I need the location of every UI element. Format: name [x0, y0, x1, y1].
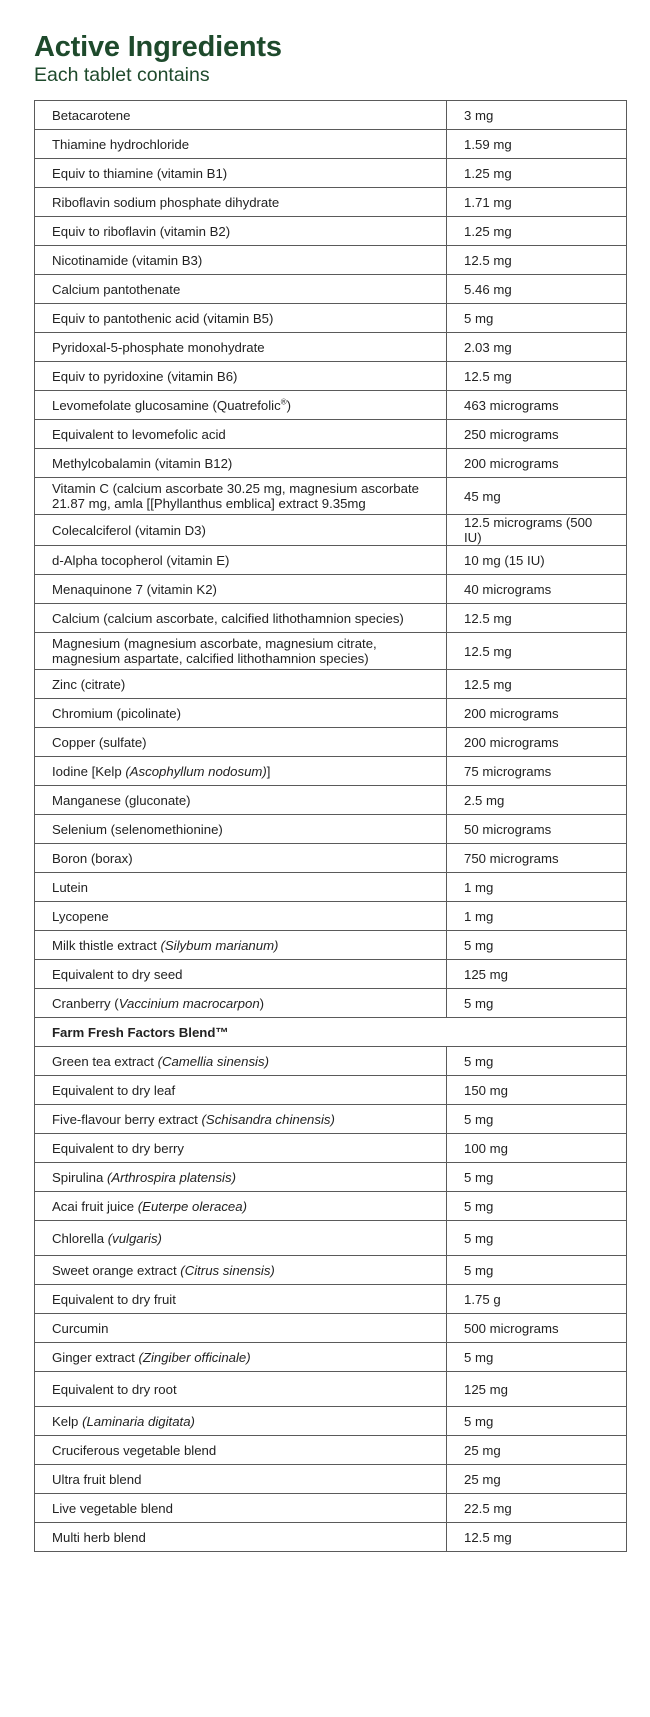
ingredient-name-text: Chlorella — [52, 1230, 108, 1246]
table-row — [35, 546, 627, 575]
ingredient-amount: 2.5 mg — [447, 786, 627, 815]
ingredient-name: d-Alpha tocopherol (vitamin E) — [35, 546, 447, 575]
table-row — [35, 1523, 627, 1552]
ingredient-name-text: Sweet orange extract — [52, 1262, 181, 1278]
table-row — [35, 1134, 627, 1163]
table-row — [35, 101, 627, 130]
table-row — [35, 844, 627, 873]
ingredient-amount: 12.5 mg — [447, 604, 627, 633]
ingredient-amount: 12.5 mg — [447, 246, 627, 275]
table-row — [35, 217, 627, 246]
table-row — [35, 902, 627, 931]
ingredient-amount: 1 mg — [447, 873, 627, 902]
table-row — [35, 391, 627, 420]
ingredient-amount: 150 mg — [447, 1076, 627, 1105]
ingredient-name — [35, 1163, 447, 1192]
table-row — [35, 515, 627, 546]
ingredient-amount: 5 mg — [447, 1163, 627, 1192]
ingredient-amount: 12.5 mg — [447, 1523, 627, 1552]
ingredient-name-text: Ginger extract — [52, 1349, 139, 1365]
ingredient-name: Vitamin C (calcium ascorbate 30.25 mg, magnesium ascorbate 21.87 mg, amla [[Phyllanthus emblica] extract 9.35mg — [35, 478, 447, 515]
ingredient-name — [35, 1343, 447, 1372]
ingredient-name — [35, 1192, 447, 1221]
ingredient-name: Menaquinone 7 (vitamin K2) — [35, 575, 447, 604]
ingredient-amount: 22.5 mg — [447, 1494, 627, 1523]
ingredient-name: Cruciferous vegetable blend — [35, 1436, 447, 1465]
species-name: (Citrus sinensis) — [180, 1262, 275, 1278]
ingredient-amount: 5 mg — [447, 931, 627, 960]
ingredient-name: Equivalent to dry root — [35, 1372, 447, 1407]
ingredient-amount: 45 mg — [447, 478, 627, 515]
ingredient-name — [35, 1047, 447, 1076]
ingredient-name-end: ) — [259, 995, 265, 1011]
species-name: (Camellia sinensis) — [157, 1053, 269, 1069]
ingredient-name: Riboflavin sodium phosphate dihydrate — [35, 188, 447, 217]
ingredient-amount: 5 mg — [447, 1105, 627, 1134]
ingredient-name: Curcumin — [35, 1314, 447, 1343]
ingredient-name-text: Five-flavour berry extract — [52, 1111, 202, 1127]
page-subtitle: Each tablet contains — [34, 64, 210, 86]
ingredient-amount: 12.5 mg — [447, 362, 627, 391]
section-header: Farm Fresh Factors Blend™ — [35, 1018, 627, 1047]
ingredient-amount: 12.5 mg — [447, 633, 627, 670]
ingredient-amount: 50 micrograms — [447, 815, 627, 844]
ingredient-name — [35, 1256, 447, 1285]
table-row — [35, 786, 627, 815]
ingredient-amount: 1.59 mg — [447, 130, 627, 159]
ingredient-amount: 500 micrograms — [447, 1314, 627, 1343]
ingredient-name: Equiv to pyridoxine (vitamin B6) — [35, 362, 447, 391]
ingredient-name: Equivalent to dry fruit — [35, 1285, 447, 1314]
ingredient-amount: 200 micrograms — [447, 449, 627, 478]
ingredient-amount: 1.25 mg — [447, 159, 627, 188]
ingredient-name: Chromium (picolinate) — [35, 699, 447, 728]
table-row — [35, 1465, 627, 1494]
ingredient-name: Ultra fruit blend — [35, 1465, 447, 1494]
ingredient-amount: 5 mg — [447, 1407, 627, 1436]
ingredient-amount: 2.03 mg — [447, 333, 627, 362]
table-row — [35, 604, 627, 633]
page-title: Active Ingredients — [34, 31, 282, 63]
ingredient-amount: 125 mg — [447, 1372, 627, 1407]
ingredients-table — [34, 100, 627, 1552]
ingredient-amount: 200 micrograms — [447, 699, 627, 728]
ingredient-amount: 125 mg — [447, 960, 627, 989]
ingredient-amount: 5 mg — [447, 1343, 627, 1372]
ingredient-name-text: Iodine [Kelp — [52, 763, 126, 779]
species-name: (Zingiber officinale) — [138, 1349, 251, 1365]
ingredient-amount: 5 mg — [447, 1192, 627, 1221]
species-name: (vulgaris) — [107, 1230, 162, 1246]
table-row — [35, 1163, 627, 1192]
ingredient-amount: 750 micrograms — [447, 844, 627, 873]
ingredient-amount: 10 mg (15 IU) — [447, 546, 627, 575]
table-row — [35, 1494, 627, 1523]
table-row — [35, 633, 627, 670]
ingredient-name-text: Kelp — [52, 1413, 83, 1429]
ingredient-amount: 3 mg — [447, 101, 627, 130]
table-row — [35, 989, 627, 1018]
table-row — [35, 159, 627, 188]
table-row — [35, 1047, 627, 1076]
ingredient-name: Zinc (citrate) — [35, 670, 447, 699]
table-row — [35, 1343, 627, 1372]
ingredient-name: Lutein — [35, 873, 447, 902]
ingredient-name — [35, 1407, 447, 1436]
table-row — [35, 960, 627, 989]
table-row — [35, 362, 627, 391]
table-row — [35, 1407, 627, 1436]
ingredient-name-end: ) — [286, 397, 292, 413]
table-row — [35, 873, 627, 902]
table-row — [35, 130, 627, 159]
ingredient-name: Manganese (gluconate) — [35, 786, 447, 815]
table-row — [35, 728, 627, 757]
table-row — [35, 575, 627, 604]
ingredient-name — [35, 931, 447, 960]
species-name: (Silybum marianum) — [160, 937, 279, 953]
ingredient-name: Thiamine hydrochloride — [35, 130, 447, 159]
table-row — [35, 478, 627, 515]
table-row — [35, 1314, 627, 1343]
ingredient-name: Equivalent to levomefolic acid — [35, 420, 447, 449]
ingredient-name — [35, 1105, 447, 1134]
ingredient-name: Boron (borax) — [35, 844, 447, 873]
ingredient-amount: 25 mg — [447, 1465, 627, 1494]
ingredient-name: Multi herb blend — [35, 1523, 447, 1552]
ingredient-name: Lycopene — [35, 902, 447, 931]
ingredient-name: Selenium (selenomethionine) — [35, 815, 447, 844]
species-name: (Laminaria digitata) — [82, 1413, 195, 1429]
table-row — [35, 757, 627, 786]
ingredient-name-text: Green tea extract — [52, 1053, 158, 1069]
ingredient-name: Equivalent to dry seed — [35, 960, 447, 989]
ingredient-amount: 1.71 mg — [447, 188, 627, 217]
section-header-row — [35, 1018, 627, 1047]
ingredient-name: Equiv to riboflavin (vitamin B2) — [35, 217, 447, 246]
table-row — [35, 333, 627, 362]
ingredient-name: Equivalent to dry leaf — [35, 1076, 447, 1105]
ingredient-amount: 1.75 g — [447, 1285, 627, 1314]
ingredient-amount: 75 micrograms — [447, 757, 627, 786]
table-row — [35, 1372, 627, 1407]
ingredient-name-text: Milk thistle extract — [52, 937, 161, 953]
ingredient-name-text: Levomefolate glucosamine (Quatrefolic — [52, 397, 281, 413]
table-row — [35, 449, 627, 478]
ingredient-amount: 5.46 mg — [447, 275, 627, 304]
table-row — [35, 275, 627, 304]
ingredient-name-text: Acai fruit juice — [52, 1198, 138, 1214]
species-name: (Arthrospira platensis) — [106, 1169, 236, 1185]
ingredient-name: Pyridoxal-5-phosphate monohydrate — [35, 333, 447, 362]
ingredient-name — [35, 391, 447, 420]
registered-mark: ® — [280, 397, 287, 407]
ingredient-amount: 5 mg — [447, 1256, 627, 1285]
ingredient-amount: 40 micrograms — [447, 575, 627, 604]
table-row — [35, 1221, 627, 1256]
ingredient-name — [35, 757, 447, 786]
table-row — [35, 1105, 627, 1134]
ingredient-amount: 25 mg — [447, 1436, 627, 1465]
ingredient-name: Nicotinamide (vitamin B3) — [35, 246, 447, 275]
table-row — [35, 420, 627, 449]
ingredient-amount: 100 mg — [447, 1134, 627, 1163]
ingredient-amount: 250 micrograms — [447, 420, 627, 449]
ingredient-amount: 1.25 mg — [447, 217, 627, 246]
table-row — [35, 1436, 627, 1465]
ingredient-name: Live vegetable blend — [35, 1494, 447, 1523]
species-name: (Euterpe oleracea) — [137, 1198, 247, 1214]
ingredient-name-text: Spirulina — [52, 1169, 107, 1185]
table-row — [35, 931, 627, 960]
ingredient-name: Betacarotene — [35, 101, 447, 130]
table-row — [35, 670, 627, 699]
ingredient-name-end: ] — [266, 763, 271, 779]
ingredient-name-text: Cranberry ( — [52, 995, 119, 1011]
table-row — [35, 1285, 627, 1314]
table-row — [35, 815, 627, 844]
ingredient-name: Methylcobalamin (vitamin B12) — [35, 449, 447, 478]
ingredient-name: Equiv to thiamine (vitamin B1) — [35, 159, 447, 188]
table-row — [35, 699, 627, 728]
table-row — [35, 1192, 627, 1221]
table-row — [35, 304, 627, 333]
ingredient-amount: 463 micrograms — [447, 391, 627, 420]
ingredient-name: Equivalent to dry berry — [35, 1134, 447, 1163]
ingredient-name: Equiv to pantothenic acid (vitamin B5) — [35, 304, 447, 333]
ingredient-name: Calcium (calcium ascorbate, calcified lithothamnion species) — [35, 604, 447, 633]
ingredient-amount: 1 mg — [447, 902, 627, 931]
ingredient-amount: 200 micrograms — [447, 728, 627, 757]
table-row — [35, 188, 627, 217]
ingredient-name — [35, 989, 447, 1018]
ingredient-amount: 5 mg — [447, 304, 627, 333]
ingredient-name: Copper (sulfate) — [35, 728, 447, 757]
ingredient-name: Colecalciferol (vitamin D3) — [35, 515, 447, 546]
species-name: (Schisandra chinensis) — [201, 1111, 335, 1127]
ingredient-name — [35, 1221, 447, 1256]
ingredient-amount: 12.5 micrograms (500 IU) — [447, 515, 627, 546]
ingredient-amount: 12.5 mg — [447, 670, 627, 699]
table-row — [35, 1076, 627, 1105]
ingredient-amount: 5 mg — [447, 989, 627, 1018]
table-row — [35, 1256, 627, 1285]
ingredient-amount: 5 mg — [447, 1047, 627, 1076]
species-name: (Ascophyllum nodosum) — [125, 763, 267, 779]
table-row — [35, 246, 627, 275]
ingredient-name: Magnesium (magnesium ascorbate, magnesium citrate, magnesium aspartate, calcified lithothamnion species) — [35, 633, 447, 670]
ingredient-amount: 5 mg — [447, 1221, 627, 1256]
ingredient-name: Calcium pantothenate — [35, 275, 447, 304]
species-name: Vaccinium macrocarpon — [118, 995, 260, 1011]
